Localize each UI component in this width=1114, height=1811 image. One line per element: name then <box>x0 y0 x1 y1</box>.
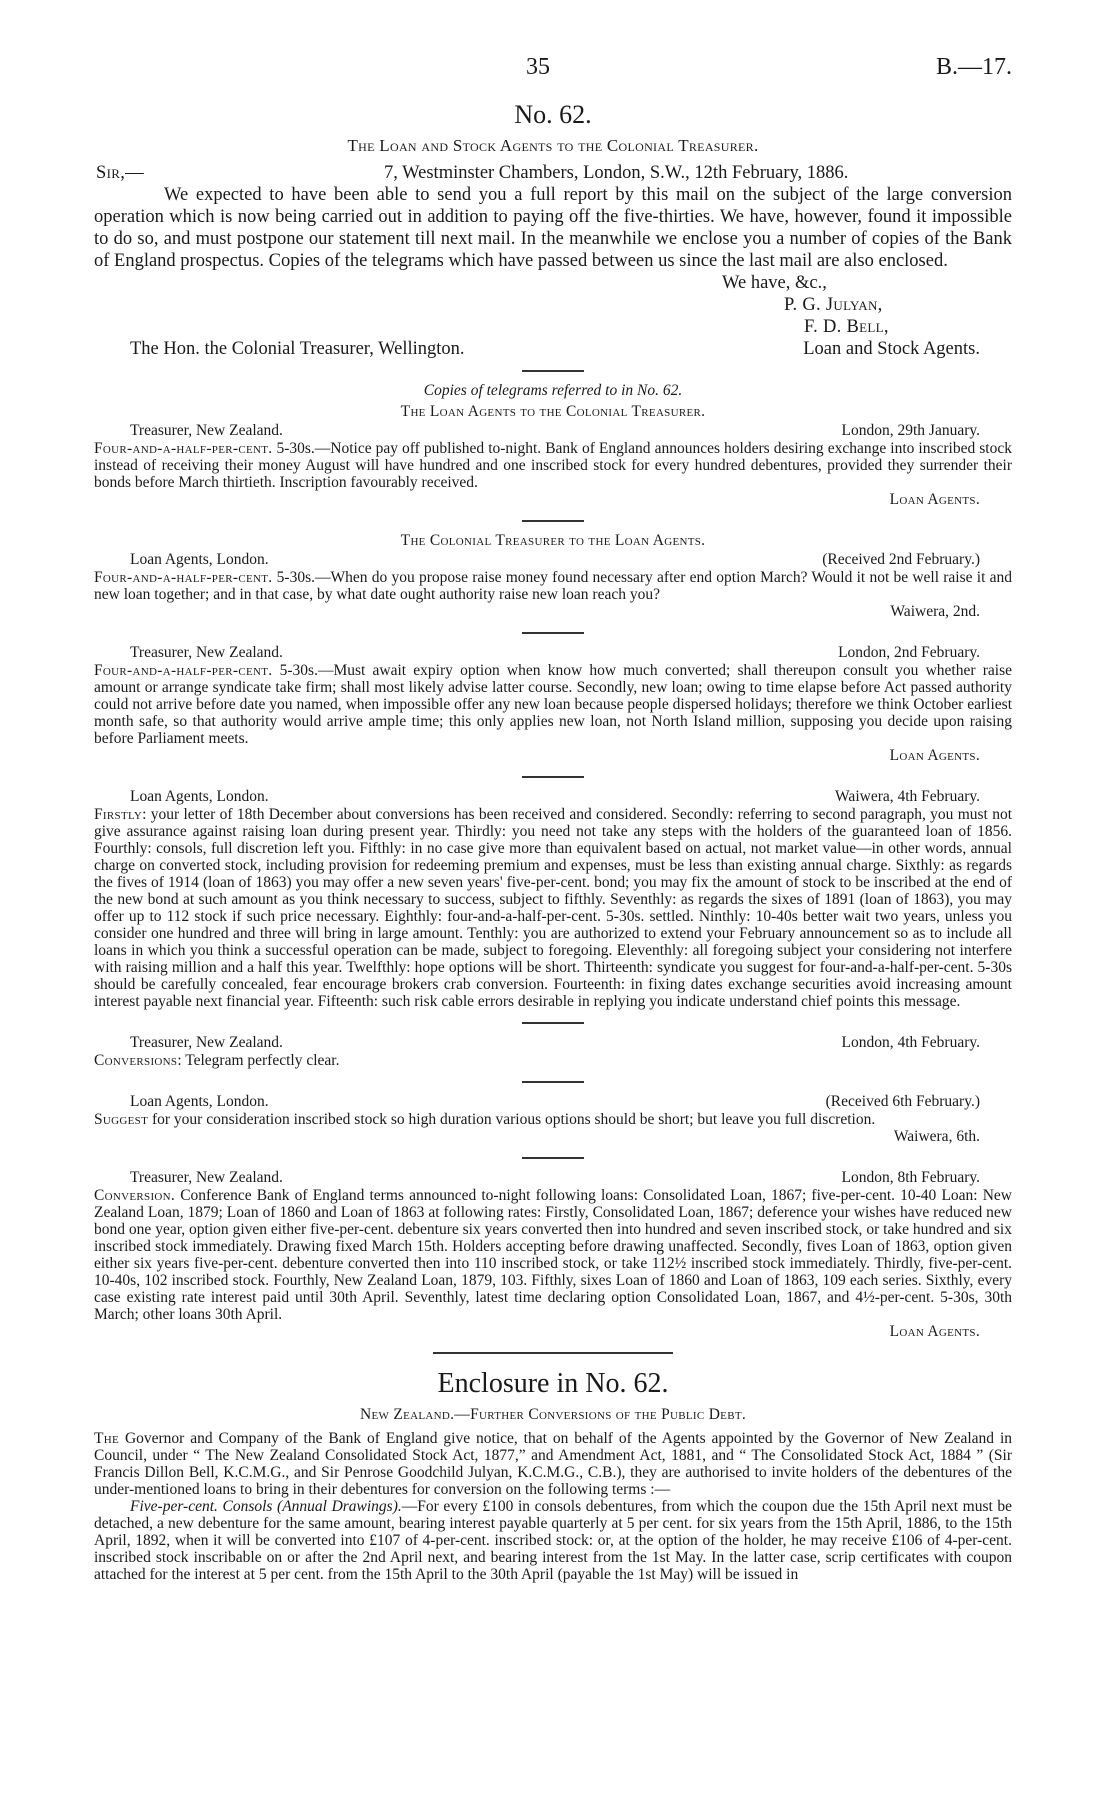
telegrams-section <box>94 382 1012 1340</box>
page-number: 35 <box>526 54 550 80</box>
salutation: Sir,— <box>96 163 144 183</box>
telegram-place-date: Waiwera, 4th February. <box>835 788 980 805</box>
divider <box>522 1157 584 1159</box>
telegram-to: Treasurer, New Zealand. <box>130 1034 283 1051</box>
telegram-to: Treasurer, New Zealand. <box>130 644 283 661</box>
telegram-lead: Firstly <box>94 806 143 823</box>
letter-heading: The Loan and Stock Agents to the Colonial Treasurer. <box>347 136 759 155</box>
telegram-signature: Loan Agents. <box>889 1323 980 1340</box>
telegram-text: Conference Bank of England terms announced to-night following loans: Consolidated Loan, 1867; five-per-cent. 10-40 Loan: New Zealand Loan, 1879; Loan of 1860 and Loan of 1863 at following rates: Firstly, Consolidated Loan, 1867; deference your wishes have reduced new bond one year, option given either five-per-cent. debenture six years converted then into hundred and seven inscribed stock, or take hundred and six inscribed stock immediately. Drawing fixed March 15th. Holders accepting before drawing unaffected. Secondly, fives Loan of 1863, option given either six years five-per-cent. debenture converted then into 110 inscribed stock, or take 112½ inscribed stock immediately. Thirdly, five-per-cent. 10-40s, 102 inscribed stock. Fourthly, New Zealand Loan, 1879, 103. Fifthly, sixes Loan of 1860 and Loan of 1863, 109 each series. Sixthly, every case existing rate interest paid until 30th April. Seventhly, latest time declaring option Consolidated Loan, 1867, and 4½-per-cent. 5-30s, 30th March; other loans 30th April. <box>94 1187 1012 1323</box>
telegram-text: : Telegram perfectly clear. <box>177 1052 340 1069</box>
telegram-signature: Loan Agents. <box>889 491 980 508</box>
telegram-text: 5-30s.—When do you propose raise money found necessary after end option March? Would it not be well raise it and new loan together; and in that case, by what date ought authority raise new loan reach you? <box>94 569 1012 603</box>
divider <box>522 1022 584 1024</box>
telegrams-caption: Copies of telegrams referred to in No. 62. <box>423 382 683 399</box>
telegram-signature: Loan Agents. <box>889 747 980 764</box>
enclosure-paragraph: Governor and Company of the Bank of England give notice, that on behalf of the Agents appointed by the Governor of New Zealand in Council, under “ The New Zealand Consolidated Stock Act, 1877,” and Amendment Act, 1881, and “ The Consolidated Stock Act, 1884 ” (Sir Francis Dillon Bell, K.C.M.G., and Sir Penrose Goodchild Julyan, K.C.M.G., C.B.), they are authorised to invite holders of the debentures of the under-mentioned loans to bring in their debentures for conversion on the following terms :— <box>94 1430 1012 1498</box>
telegram-place-date: London, 2nd February. <box>838 644 980 661</box>
telegram-lead: Suggest <box>94 1111 149 1128</box>
telegram-2 <box>94 551 1012 620</box>
enclosure-body <box>94 1430 1012 1583</box>
signatory-2: F. D. Bell, <box>804 317 889 337</box>
letter-address: 7, Westminster Chambers, London, S.W., 12th February, 1886. <box>384 163 849 183</box>
telegram-to: Loan Agents, London. <box>130 551 269 568</box>
letter <box>94 162 1012 360</box>
telegram-text: 5-30s.—Must await expiry option when know how much converted; shall thereupon consult you whether raise amount or arrange syndicate take firm; shall most likely advise latter course. Secondly, new loan; owing to time elapse before Act passed authority could not arrive before date you named, when impossible offer any new loan because people dispersed holidays; therefore we think October earliest month safe, so that authority would arrive ample time; this only applies new loan, not North Island million, supposing you decide upon raising before Parliament meets. <box>94 662 1012 747</box>
telegram-to: Treasurer, New Zealand. <box>130 422 283 439</box>
document-reference: B.—17. <box>935 54 1012 80</box>
telegram-6 <box>94 1093 1012 1145</box>
telegram-4 <box>94 788 1012 1010</box>
telegram-to: Treasurer, New Zealand. <box>130 1169 283 1186</box>
telegram-7 <box>94 1169 1012 1340</box>
signatory-1: P. G. Julyan, <box>784 295 883 315</box>
telegram-place-date: (Received 2nd February.) <box>822 551 980 568</box>
telegram-text: for your consideration inscribed stock so high duration various options should be short; but leave you full discretion. <box>148 1111 876 1128</box>
divider <box>522 632 584 634</box>
addressee: The Hon. the Colonial Treasurer, Wellington. <box>130 339 465 359</box>
divider <box>522 370 584 372</box>
telegram-place-date: London, 4th February. <box>841 1034 980 1051</box>
divider <box>522 520 584 522</box>
telegram-lead: Four-and-a-half-per-cent. <box>94 440 273 457</box>
telegram-place-date: London, 8th February. <box>841 1169 980 1186</box>
telegram-5 <box>94 1034 1012 1069</box>
telegram-signature: Waiwera, 6th. <box>893 1128 980 1145</box>
telegram-signature: Waiwera, 2nd. <box>890 603 980 620</box>
letter-number: No. 62. <box>514 100 592 129</box>
telegram-place-date: (Received 6th February.) <box>825 1093 980 1110</box>
telegram-3 <box>94 644 1012 764</box>
signatory-title: Loan and Stock Agents. <box>803 339 980 359</box>
enclosure-subtitle: New Zealand.—Further Conversions of the Public Debt. <box>359 1406 747 1423</box>
telegram-place-date: London, 29th January. <box>841 422 980 439</box>
telegram-lead: Four-and-a-half-per-cent. <box>94 569 273 586</box>
divider <box>522 1081 584 1083</box>
telegram-text: : your letter of 18th December about conversions has been received and considered. Secondly: referring to second paragraph, you must not give assurance against raising loan during present year. Thirdly: you need not take any steps with the holders of the guaranteed loan of 1856. Fourthly: consols, full discretion left you. Fifthly: in no case give more than equivalent based on actual, not market value—in other words, annual charge on converted stock, including provision for redeeming premium and expenses, must be less than existing annual charge. Sixthly: as regards the fives of 1914 (loan of 1863) you may offer a new seven years' five-per-cent. bond; you may fix the amount of stock to be inscribed at the end of the new bond at such amount as you think necessary to success, subject to fifthly. Seventhly: as regards the sixes of 1891 (loan of 1863), you may offer up to 112 stock if such price necessary. Eighthly: four-and-a-half-per-cent. 5-30s. settled. Ninthly: 10-40s better wait two years, unless you consider one hundred and three will bring in large amount. Tenthly: you are authorized to extend your February announcement so as to include all loans in which you think a successful operation can be made, subject to foregoing. Eleventhly: all foregoing subject your considering not interfere with raising million and a half this year. Twelfthly: hope options will be short. Thirteenth: syndicate you suggest for four-and-a-half-per-cent. 5-30s should be carefully concealed, fear encourage brokers crab conversion. Fourteenth: in fixing dates exchange securities avoid increasing amount interest payable next financial year. Fifteenth: such risk cable errors desirable in replying you indicate understand chief points this message. <box>94 806 1012 1010</box>
running-header <box>94 44 1012 84</box>
telegram-lead: Four-and-a-half-per-cent. <box>94 662 273 679</box>
divider <box>522 776 584 778</box>
enclosure-item-lead: Five-per-cent. Consols (Annual Drawings). <box>130 1498 402 1515</box>
telegram-1 <box>94 422 1012 508</box>
enclosure-lead: The <box>94 1430 120 1447</box>
telegrams-heading-2: The Colonial Treasurer to the Loan Agents. <box>400 532 706 549</box>
divider <box>433 1352 673 1354</box>
letter-body: We expected to have been able to send you a full report by this mail on the subject of the large conversion operation which is now being carried out in addition to paying off the five-thirties. We have, however, found it impossible to do so, and must postpone our statement till next mail. In the meanwhile we enclose you a number of copies of the Bank of England prospectus. Copies of the telegrams which have passed between us since the last mail are also enclosed. <box>94 185 1012 271</box>
enclosure-paragraph: —For every £100 in consols debentures, from which the coupon due the 15th April next must be detached, a new debenture for the same amount, bearing interest payable quarterly at 5 per cent. for six years from the 15th April, 1886, to the 15th April, 1892, when it will be converted into £107 of 4-per-cent. inscribed stock: or, at the option of the holder, he may receive £106 of 4-per-cent. inscribed stock inscribable on or after the 2nd April next, and bearing interest from the 1st May. In the latter case, scrip certificates with coupon attached for the interest at 5 per cent. from the 15th April to the 30th April (payable the 1st May) will be issued in <box>94 1498 1013 1583</box>
telegram-to: Loan Agents, London. <box>130 788 269 805</box>
telegrams-heading-1: The Loan Agents to the Colonial Treasurer. <box>400 403 706 420</box>
telegram-lead: Conversion. <box>94 1187 176 1204</box>
telegram-to: Loan Agents, London. <box>130 1093 269 1110</box>
letter-closing: We have, &c., <box>722 273 827 293</box>
telegram-lead: Conversions <box>94 1052 178 1069</box>
telegram-text: 5-30s.—Notice pay off published to-night. Bank of England announces holders desiring exchange into inscribed stock instead of receiving their money August will have hundred and one inscribed stock for every hundred debentures, provided they surrender their bonds before March thirtieth. Inscription favourably received. <box>94 440 1012 491</box>
enclosure-title: Enclosure in No. 62. <box>437 1368 669 1399</box>
document-page <box>94 44 1012 1583</box>
